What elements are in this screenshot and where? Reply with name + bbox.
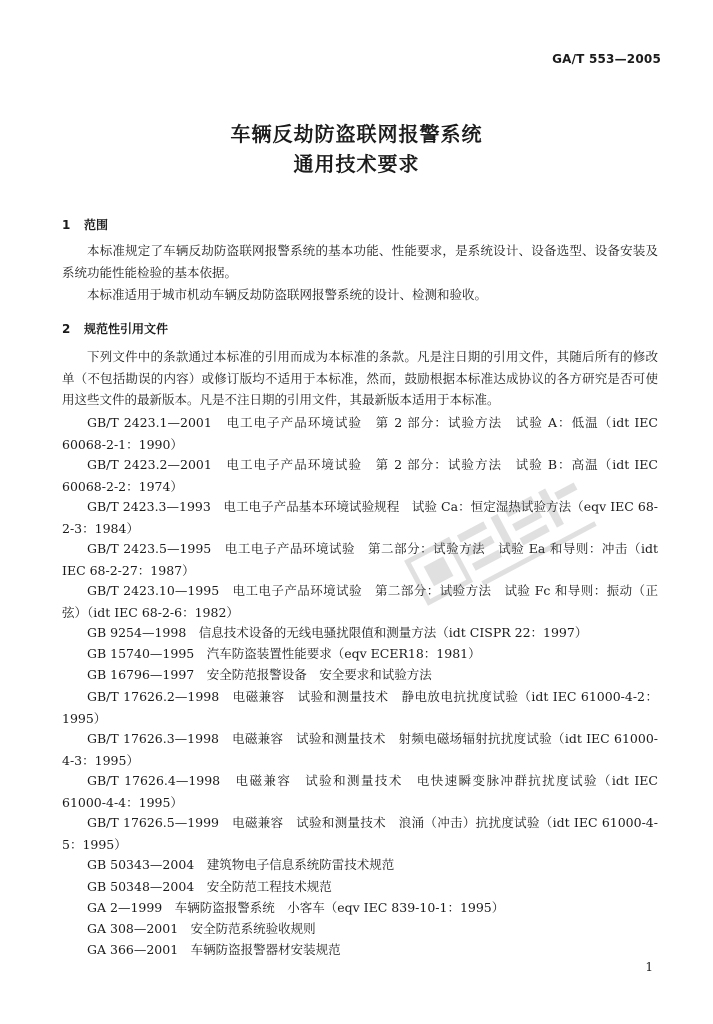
document-title: 车辆反劫防盗联网报警系统 [230,122,483,146]
section-2-title: 规范性引用文件 [84,322,169,336]
section-1-paragraph-2: 本标准适用于城市机动车辆反劫防盗联网报警系统的设计、检测和验收。 [87,287,488,302]
document-subtitle: 通用技术要求 [293,152,420,176]
reference-item: GB/T 17626.3—1998 电磁兼容 试验和测量技术 射频电磁场辐射抗扰度试验（idt IEC 61000-4-3：1995） [62,731,658,768]
reference-item: GA 366—2001 车辆防盗报警器材安装规范 [87,942,341,957]
reference-item: GB/T 17626.4—1998 电磁兼容 试验和测量技术 电快速瞬变脉冲群抗扰度试验（idt IEC 61000-4-4：1995） [62,773,658,810]
reference-item: GB/T 2423.1—2001 电工电子产品环境试验 第 2 部分：试验方法 试验 A：低温（idt IEC 60068-2-1：1990） [62,415,658,452]
reference-item: GB/T 17626.5—1999 电磁兼容 试验和测量技术 浪涌（冲击）抗扰度试验（idt IEC 61000-4-5：1995） [62,815,658,852]
reference-item: GB 9254—1998 信息技术设备的无线电骚扰限值和测量方法（idt CISPR 22：1997） [87,625,588,640]
reference-item: GB/T 2423.3—1993 电工电子产品基本环境试验规程 试验 Ca：恒定湿热试验方法（eqv IEC 68-2-3：1984） [62,499,658,536]
reference-item: GB 16796—1997 安全防范报警设备 安全要求和试验方法 [87,667,432,682]
section-2-intro: 下列文件中的条款通过本标准的引用而成为本标准的条款。凡是注日期的引用文件，其随后所有的修改单（不包括勘误的内容）或修订版均不适用于本标准，然而，鼓励根据本标准达成协议的各方研究是否可使用这些文件的最新版本。凡是不注日期的引用文件，其最新版本适用于本标准。 [62,349,658,407]
reference-item: GB 50348—2004 安全防范工程技术规范 [87,879,332,894]
standard-code: GA/T 553—2005 [552,52,661,66]
page-number: 1 [645,960,653,974]
reference-item: GA 2—1999 车辆防盗报警系统 小客车（eqv IEC 839-10-1：1995） [87,900,505,915]
reference-item: GB/T 2423.5—1995 电工电子产品环境试验 第二部分：试验方法 试验 Ea 和导则：冲击（idt IEC 68-2-27：1987） [62,541,658,578]
section-1-number: 1 [62,218,71,232]
reference-item: GA 308—2001 安全防范系统验收规则 [87,921,316,936]
reference-item: GB 15740—1995 汽车防盗装置性能要求（eqv ECER18：1981） [87,646,481,661]
reference-item: GB/T 17626.2—1998 电磁兼容 试验和测量技术 静电放电抗扰度试验（idt IEC 61000-4-2：1995） [62,689,658,726]
reference-item: GB/T 2423.2—2001 电工电子产品环境试验 第 2 部分：试验方法 试验 B：高温（idt IEC 60068-2-2：1974） [62,457,658,494]
reference-item: GB/T 2423.10—1995 电工电子产品环境试验 第二部分：试验方法 试验 Fc 和导则：振动（正弦）（idt IEC 68-2-6：1982） [62,583,658,620]
section-1-title: 范围 [84,218,109,232]
section-2-number: 2 [62,322,71,336]
reference-item: GB 50343—2004 建筑物电子信息系统防雷技术规范 [87,857,395,872]
section-1-paragraph-1: 本标准规定了车辆反劫防盗联网报警系统的基本功能、性能要求，是系统设计、设备选型、设备安装及系统功能性能检验的基本依据。 [62,243,658,280]
section-1-heading [62,216,108,233]
section-2-heading [62,320,168,337]
